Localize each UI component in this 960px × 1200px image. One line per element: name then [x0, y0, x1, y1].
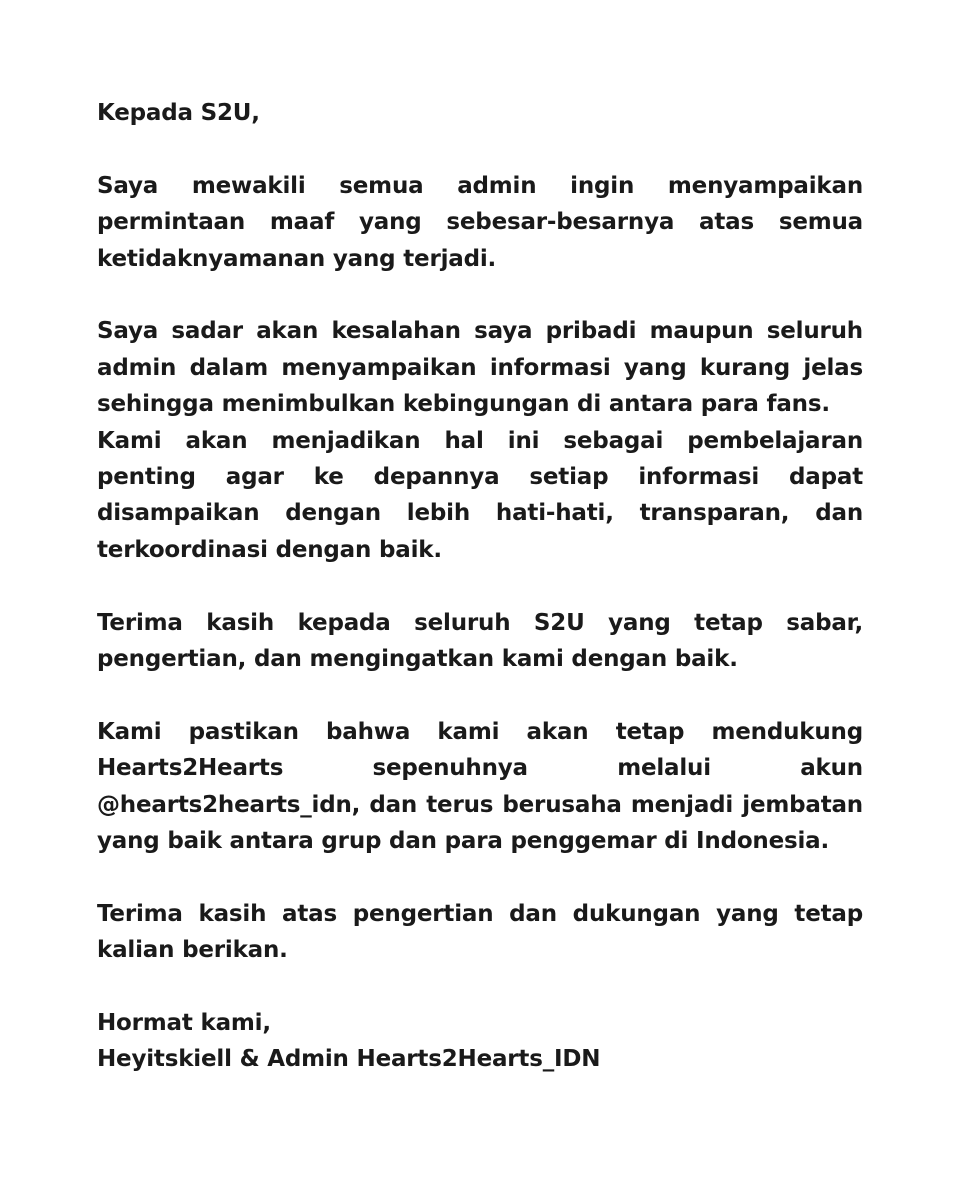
spacer: [97, 677, 863, 713]
paragraph-support: Kami pastikan bahwa kami akan tetap mendukung Hearts2Hearts sepenuhnya melalui akun @hearts2hearts_idn, dan terus berusaha menjadi jembatan yang baik antara grup dan para penggemar di Indonesia.: [97, 718, 863, 855]
spacer: [97, 277, 863, 313]
letter-body: [97, 95, 863, 1078]
paragraph-commitment: Kami akan menjadikan hal ini sebagai pembelajaran penting agar ke depannya setiap informasi dapat disampaikan dengan lebih hati-hati, transparan, dan terkoordinasi dengan baik.: [97, 427, 863, 563]
paragraph-apology: Saya mewakili semua admin ingin menyampaikan permintaan maaf yang sebesar-besarnya atas semua ketidaknyamanan yang terjadi.: [97, 172, 863, 272]
spacer: [97, 859, 863, 895]
signature: Heyitskiell & Admin Hearts2Hearts_IDN: [97, 1046, 601, 1073]
spacer: [97, 568, 863, 604]
spacer: [97, 969, 863, 1005]
salutation: Kepada S2U,: [97, 100, 260, 126]
paragraph-thanks-fans: Terima kasih kepada seluruh S2U yang tetap sabar, pengertian, dan mengingatkan kami dengan baik.: [97, 609, 863, 673]
paragraph-acknowledgement: Saya sadar akan kesalahan saya pribadi maupun seluruh admin dalam menyampaikan informasi yang kurang jelas sehingga menimbulkan kebingungan di antara para fans.: [97, 318, 863, 418]
paragraph-thanks-understanding: Terima kasih atas pengertian dan dukungan yang tetap kalian berikan.: [97, 900, 863, 964]
spacer: [97, 131, 863, 167]
closing: Hormat kami,: [97, 1010, 271, 1037]
